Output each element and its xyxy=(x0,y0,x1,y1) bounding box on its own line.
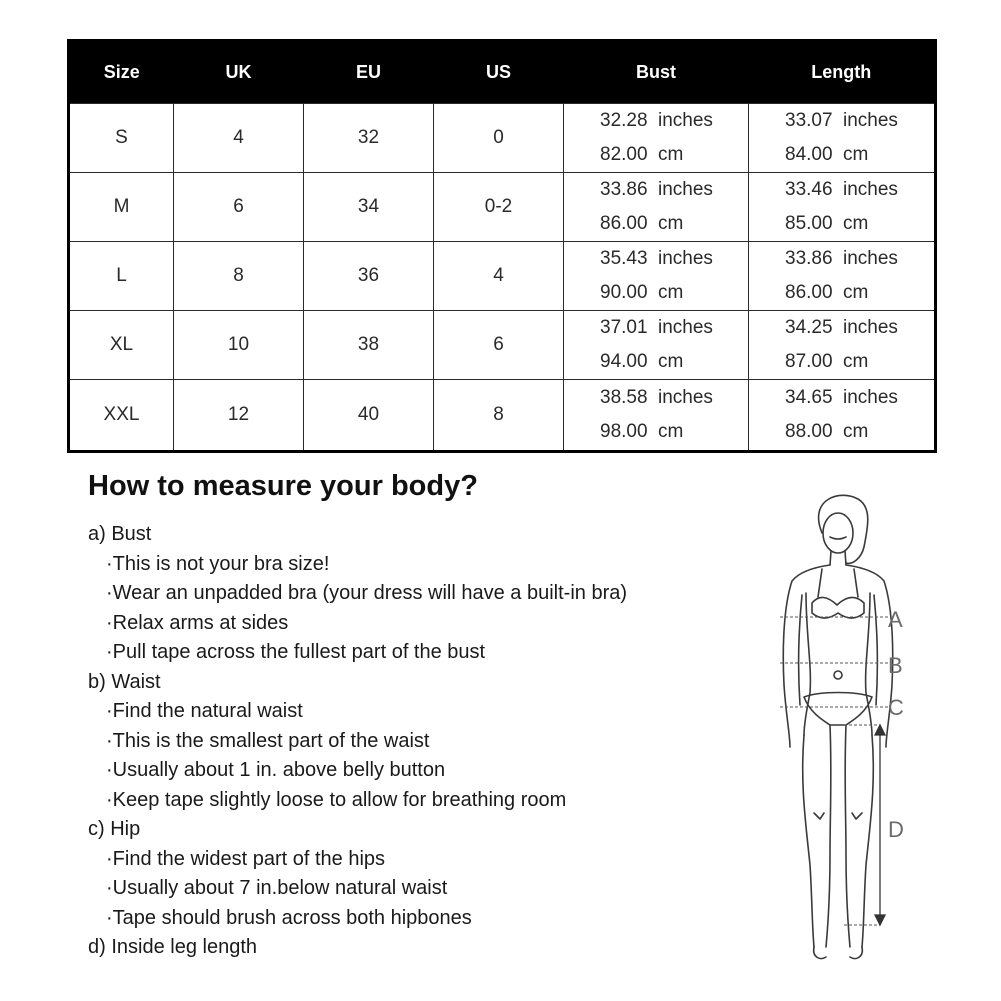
cell-bust xyxy=(564,380,749,452)
bust-cm xyxy=(600,207,748,241)
unit-label: inches xyxy=(843,317,898,338)
section-label: b) Waist xyxy=(88,670,161,693)
cell-bust xyxy=(564,242,749,311)
marker-b: B xyxy=(888,653,903,678)
length-inches-value: 33.46 xyxy=(785,179,833,200)
length-cm xyxy=(785,207,934,241)
length-cm xyxy=(785,138,934,172)
unit-label: inches xyxy=(843,179,898,200)
size-chart-table xyxy=(67,39,937,453)
unit-label: cm xyxy=(658,213,684,234)
length-inches xyxy=(785,173,934,207)
length-inches xyxy=(785,104,934,138)
measurement-tip: ·Keep tape slightly loose to allow for breathing room xyxy=(106,788,567,811)
length-inches-value: 33.07 xyxy=(785,110,833,131)
unit-label: inches xyxy=(843,248,898,269)
unit-label: cm xyxy=(843,282,869,303)
header-uk: UK xyxy=(174,41,304,104)
cell-bust xyxy=(564,104,749,173)
length-inches-value: 34.25 xyxy=(785,317,833,338)
header-length: Length xyxy=(749,41,936,104)
bust-cm-value: 82.00 xyxy=(600,144,648,165)
cell-eu: 38 xyxy=(304,311,434,380)
bust-cm xyxy=(600,345,748,379)
measurement-tip: ·Pull tape across the fullest part of the bust xyxy=(106,641,486,663)
unit-label: cm xyxy=(658,282,684,303)
cell-bust xyxy=(564,173,749,242)
measurement-tip: ·Find the natural waist xyxy=(106,700,303,722)
bust-inches xyxy=(600,104,748,138)
length-cm xyxy=(785,345,934,379)
body-outline xyxy=(783,495,892,958)
measurement-tip: ·This is not your bra size! xyxy=(106,552,330,575)
measurement-tip: ·Usually about 7 in.below natural waist xyxy=(106,877,448,899)
bust-inches-value: 33.86 xyxy=(600,179,648,200)
body-measurement-figure xyxy=(760,485,990,965)
unit-label: inches xyxy=(658,317,713,338)
bust-inches xyxy=(600,173,748,207)
cell-size: XL xyxy=(69,311,174,380)
unit-label: inches xyxy=(843,387,898,408)
cell-bust xyxy=(564,311,749,380)
unit-label: inches xyxy=(843,110,898,131)
unit-label: cm xyxy=(658,421,684,442)
unit-label: inches xyxy=(658,387,713,408)
cell-uk: 10 xyxy=(174,311,304,380)
measurement-tip: ·Relax arms at sides xyxy=(106,611,289,634)
header-us: US xyxy=(434,41,564,104)
cell-us: 8 xyxy=(434,380,564,452)
length-cm-value: 85.00 xyxy=(785,213,833,234)
cell-length xyxy=(749,104,936,173)
unit-label: inches xyxy=(658,110,713,131)
length-cm-value: 84.00 xyxy=(785,144,833,165)
length-inches xyxy=(785,242,934,276)
unit-label: cm xyxy=(843,421,869,442)
cell-eu: 34 xyxy=(304,173,434,242)
bust-cm-value: 90.00 xyxy=(600,282,648,303)
section-label: d) Inside leg length xyxy=(88,936,258,958)
cell-length xyxy=(749,311,936,380)
cell-size: M xyxy=(69,173,174,242)
measurement-guide xyxy=(88,520,728,963)
marker-a: A xyxy=(888,607,903,632)
measurement-tip: ·Usually about 1 in. above belly button xyxy=(106,759,446,781)
table-row xyxy=(69,380,936,452)
bust-cm-value: 94.00 xyxy=(600,351,648,372)
cell-eu: 36 xyxy=(304,242,434,311)
inseam-arrow xyxy=(875,725,885,925)
marker-d: D xyxy=(888,817,904,842)
cell-uk: 6 xyxy=(174,173,304,242)
bust-inches xyxy=(600,311,748,345)
cell-length xyxy=(749,380,936,452)
cell-us: 4 xyxy=(434,242,564,311)
unit-label: cm xyxy=(658,144,684,165)
guide-title: How to measure your body? xyxy=(88,470,478,502)
unit-label: inches xyxy=(658,248,713,269)
table-row xyxy=(69,173,936,242)
measurement-tip: ·Find the widest part of the hips xyxy=(106,847,386,870)
bust-inches-value: 37.01 xyxy=(600,317,648,338)
cell-size: XXL xyxy=(69,380,174,452)
bust-cm xyxy=(600,138,748,172)
cell-size: L xyxy=(69,242,174,311)
cell-eu: 40 xyxy=(304,380,434,452)
unit-label: cm xyxy=(843,144,869,165)
size-table-header xyxy=(69,41,936,104)
marker-c: C xyxy=(888,695,904,720)
unit-label: inches xyxy=(658,179,713,200)
measurement-tip: ·Tape should brush across both hipbones xyxy=(106,906,472,929)
cell-length xyxy=(749,242,936,311)
cell-eu: 32 xyxy=(304,104,434,173)
cell-size: S xyxy=(69,104,174,173)
header-bust: Bust xyxy=(564,41,749,104)
bust-inches xyxy=(600,381,748,415)
cell-uk: 4 xyxy=(174,104,304,173)
length-cm xyxy=(785,415,934,449)
table-row xyxy=(69,242,936,311)
table-row xyxy=(69,311,936,380)
length-inches xyxy=(785,311,934,345)
bust-cm-value: 98.00 xyxy=(600,421,648,442)
cell-length xyxy=(749,173,936,242)
length-inches-value: 34.65 xyxy=(785,387,833,408)
cell-uk: 12 xyxy=(174,380,304,452)
length-cm-value: 87.00 xyxy=(785,351,833,372)
length-inches-value: 33.86 xyxy=(785,248,833,269)
header-size: Size xyxy=(69,41,174,104)
cell-us: 6 xyxy=(434,311,564,380)
length-inches xyxy=(785,381,934,415)
cell-us: 0-2 xyxy=(434,173,564,242)
bust-cm xyxy=(600,415,748,449)
bust-cm xyxy=(600,276,748,310)
length-cm xyxy=(785,276,934,310)
bust-cm-value: 86.00 xyxy=(600,213,648,234)
unit-label: cm xyxy=(843,213,869,234)
unit-label: cm xyxy=(658,351,684,372)
measurement-tip: ·Wear an unpadded bra (your dress will have a built-in bra) xyxy=(106,582,628,604)
unit-label: cm xyxy=(843,351,869,372)
bust-inches xyxy=(600,242,748,276)
bust-inches-value: 35.43 xyxy=(600,248,648,269)
section-label: a) Bust xyxy=(88,523,152,545)
cell-uk: 8 xyxy=(174,242,304,311)
bust-inches-value: 38.58 xyxy=(600,387,648,408)
measurement-tip: ·This is the smallest part of the waist xyxy=(106,729,430,752)
cell-us: 0 xyxy=(434,104,564,173)
length-cm-value: 88.00 xyxy=(785,421,833,442)
bust-inches-value: 32.28 xyxy=(600,110,648,131)
section-label: c) Hip xyxy=(88,818,141,840)
header-eu: EU xyxy=(304,41,434,104)
table-row xyxy=(69,104,936,173)
length-cm-value: 86.00 xyxy=(785,282,833,303)
